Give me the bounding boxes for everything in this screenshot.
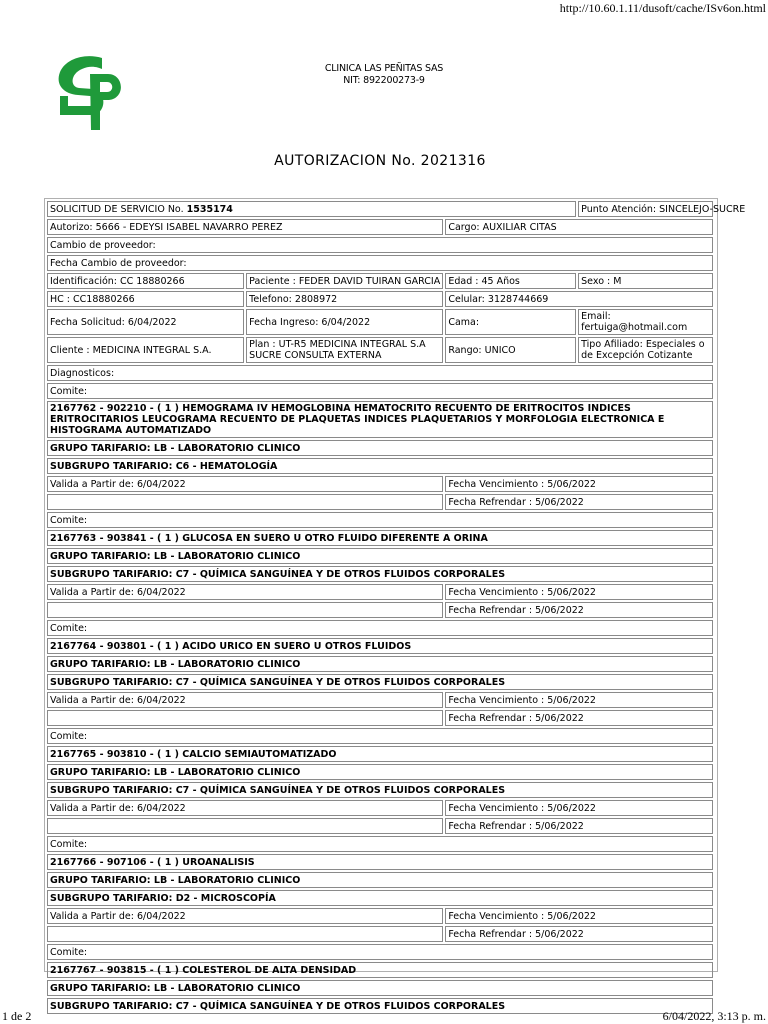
table-row — [47, 201, 713, 217]
fecha-ingreso: Fecha Ingreso: 6/04/2022 — [246, 309, 443, 335]
hc: HC : CC18880266 — [47, 291, 244, 307]
table-row — [47, 219, 713, 235]
service-subgrupo: SUBGRUPO TARIFARIO: C7 - QUÍMICA SANGUÍNEA Y DE OTROS FLUIDOS CORPORALES — [47, 566, 713, 582]
service-valida: Valida a Partir de: 6/04/2022 — [47, 476, 443, 492]
service-subgrupo: SUBGRUPO TARIFARIO: C7 - QUÍMICA SANGUÍNEA Y DE OTROS FLUIDOS CORPORALES — [47, 998, 713, 1014]
service-subgrupo: SUBGRUPO TARIFARIO: D2 - MICROSCOPÍA — [47, 890, 713, 906]
service-valida: Valida a Partir de: 6/04/2022 — [47, 908, 443, 924]
autorizo: Autorizo: 5666 - EDEYSI ISABEL NAVARRO PEREZ — [47, 219, 443, 235]
table-row — [47, 255, 713, 271]
table-row — [47, 620, 713, 636]
service-vencimiento: Fecha Vencimiento : 5/06/2022 — [445, 476, 713, 492]
service-valida: Valida a Partir de: 6/04/2022 — [47, 584, 443, 600]
authorization-sheet — [44, 198, 746, 1012]
table-row — [47, 746, 713, 762]
service-comite: Comite: — [47, 383, 713, 399]
table-row — [47, 674, 713, 690]
service-vencimiento: Fecha Vencimiento : 5/06/2022 — [445, 908, 713, 924]
table-row — [47, 962, 713, 978]
table-row — [47, 854, 713, 870]
cambio-proveedor: Cambio de proveedor: — [47, 237, 713, 253]
sexo: Sexo : M — [578, 273, 713, 289]
table-row — [47, 365, 713, 381]
diagnosticos: Diagnosticos: — [47, 365, 713, 381]
tipo-afiliado-line-2: de Excepción Cotizante — [581, 350, 693, 361]
paciente: Paciente : FEDER DAVID TUIRAN GARCIA — [246, 273, 443, 289]
table-row — [47, 401, 713, 438]
service-empty-cell — [47, 926, 443, 942]
table-row — [47, 548, 713, 564]
solicitud-number: 1535174 — [186, 203, 233, 215]
tipo-afiliado-line-1: Tipo Afiliado: Especiales o — [581, 339, 705, 350]
service-vencimiento: Fecha Vencimiento : 5/06/2022 — [445, 800, 713, 816]
table-row — [47, 800, 713, 816]
service-grupo: GRUPO TARIFARIO: LB - LABORATORIO CLINICO — [47, 980, 713, 996]
fecha-cambio-proveedor: Fecha Cambio de proveedor: — [47, 255, 713, 271]
service-vencimiento: Fecha Vencimiento : 5/06/2022 — [445, 584, 713, 600]
service-valida: Valida a Partir de: 6/04/2022 — [47, 692, 443, 708]
email-cell — [578, 309, 713, 335]
service-empty-cell — [47, 494, 443, 510]
table-row — [47, 764, 713, 780]
table-row — [47, 692, 713, 708]
table-row — [47, 710, 713, 726]
table-row — [47, 656, 713, 672]
telefono: Telefono: 2808972 — [246, 291, 443, 307]
punto-atencion: Punto Atención: SINCELEJO-SUCRE — [578, 201, 713, 217]
tipo-afiliado-cell — [578, 337, 713, 363]
service-refrendar: Fecha Refrendar : 5/06/2022 — [445, 818, 713, 834]
rango: Rango: UNICO — [445, 337, 576, 363]
table-row — [47, 926, 713, 942]
service-comite: Comite: — [47, 728, 713, 744]
table-row — [47, 872, 713, 888]
service-empty-cell — [47, 710, 443, 726]
service-comite: Comite: — [47, 620, 713, 636]
table-row — [47, 980, 713, 996]
email-value: fertuiga@hotmail.com — [581, 322, 688, 333]
table-row — [47, 383, 713, 399]
service-procedure: 2167766 - 907106 - ( 1 ) UROANALISIS — [47, 854, 713, 870]
table-row — [47, 530, 713, 546]
table-row — [47, 584, 713, 600]
table-row — [47, 944, 713, 960]
service-subgrupo: SUBGRUPO TARIFARIO: C7 - QUÍMICA SANGUÍNEA Y DE OTROS FLUIDOS CORPORALES — [47, 782, 713, 798]
table-row — [47, 309, 713, 335]
plan-line-1: Plan : UT-R5 MEDICINA INTEGRAL S.A — [249, 339, 426, 350]
service-vencimiento: Fecha Vencimiento : 5/06/2022 — [445, 692, 713, 708]
service-comite: Comite: — [47, 512, 713, 528]
service-comite: Comite: — [47, 836, 713, 852]
table-row — [47, 602, 713, 618]
table-row — [47, 512, 713, 528]
table-row — [47, 440, 713, 456]
service-grupo: GRUPO TARIFARIO: LB - LABORATORIO CLINICO — [47, 440, 713, 456]
table-row — [47, 494, 713, 510]
service-grupo: GRUPO TARIFARIO: LB - LABORATORIO CLINICO — [47, 872, 713, 888]
service-empty-cell — [47, 602, 443, 618]
service-procedure: 2167765 - 903810 - ( 1 ) CALCIO SEMIAUTOMATIZADO — [47, 746, 713, 762]
table-row — [47, 728, 713, 744]
table-row — [47, 337, 713, 363]
table-row — [47, 638, 713, 654]
table-row — [47, 273, 713, 289]
page-url: http://10.60.1.11/dusoft/cache/ISv6on.html — [559, 1, 766, 15]
celular: Celular: 3128744669 — [445, 291, 713, 307]
service-grupo: GRUPO TARIFARIO: LB - LABORATORIO CLINICO — [47, 656, 713, 672]
fecha-solicitud: Fecha Solicitud: 6/04/2022 — [47, 309, 244, 335]
identificacion: Identificación: CC 18880266 — [47, 273, 244, 289]
service-valida: Valida a Partir de: 6/04/2022 — [47, 800, 443, 816]
table-row — [47, 291, 713, 307]
table-row — [47, 890, 713, 906]
service-refrendar: Fecha Refrendar : 5/06/2022 — [445, 494, 713, 510]
service-empty-cell — [47, 818, 443, 834]
service-grupo: GRUPO TARIFARIO: LB - LABORATORIO CLINICO — [47, 764, 713, 780]
service-refrendar: Fecha Refrendar : 5/06/2022 — [445, 926, 713, 942]
table-row — [47, 836, 713, 852]
clinic-name: CLINICA LAS PEÑITAS SAS — [324, 63, 444, 74]
service-grupo: GRUPO TARIFARIO: LB - LABORATORIO CLINICO — [47, 548, 713, 564]
cargo: Cargo: AUXILIAR CITAS — [445, 219, 713, 235]
service-procedure: 2167763 - 903841 - ( 1 ) GLUCOSA EN SUERO U OTRO FLUIDO DIFERENTE A ORINA — [47, 530, 713, 546]
service-procedure: 2167764 - 903801 - ( 1 ) ACIDO URICO EN SUERO U OTROS FLUIDOS — [47, 638, 713, 654]
table-row — [47, 458, 713, 474]
table-row — [47, 566, 713, 582]
table-row — [47, 998, 713, 1014]
page-counter: 1 de 2 — [2, 1009, 32, 1023]
edad: Edad : 45 Años — [445, 273, 576, 289]
solicitud-cell: SOLICITUD DE SERVICIO No. 1535174 — [47, 201, 576, 217]
table-row — [47, 818, 713, 834]
clinic-nit: NIT: 892200273-9 — [343, 75, 425, 86]
plan-line-2: SUCRE CONSULTA EXTERNA — [249, 350, 382, 361]
email-label: Email: — [581, 311, 611, 322]
service-refrendar: Fecha Refrendar : 5/06/2022 — [445, 602, 713, 618]
cama: Cama: — [445, 309, 576, 335]
table-row — [47, 782, 713, 798]
printed-at: 6/04/2022, 3:13 p. m. — [662, 1009, 766, 1023]
service-subgrupo: SUBGRUPO TARIFARIO: C6 - HEMATOLOGÍA — [47, 458, 713, 474]
cliente: Cliente : MEDICINA INTEGRAL S.A. — [47, 337, 244, 363]
authorization-table — [45, 199, 746, 1016]
table-row — [47, 908, 713, 924]
service-subgrupo: SUBGRUPO TARIFARIO: C7 - QUÍMICA SANGUÍNEA Y DE OTROS FLUIDOS CORPORALES — [47, 674, 713, 690]
service-comite: Comite: — [47, 944, 713, 960]
service-procedure: 2167762 - 902210 - ( 1 ) HEMOGRAMA IV HEMOGLOBINA HEMATOCRITO RECUENTO DE ERITROCITOS INDICES ERITROCITARIOS LEUCOGRAMA RECUENTO DE PLAQUETAS INDICES PLAQUETARIOS Y MORFOLOGIA ELECTRONICA E HISTOGRAMA AUTOMATIZADO — [47, 401, 713, 438]
authorization-title: AUTORIZACION No. 2021316 — [274, 153, 486, 169]
service-procedure: 2167767 - 903815 - ( 1 ) COLESTEROL DE ALTA DENSIDAD — [47, 962, 713, 978]
table-row — [47, 476, 713, 492]
table-row — [47, 237, 713, 253]
plan-cell — [246, 337, 443, 363]
service-refrendar: Fecha Refrendar : 5/06/2022 — [445, 710, 713, 726]
